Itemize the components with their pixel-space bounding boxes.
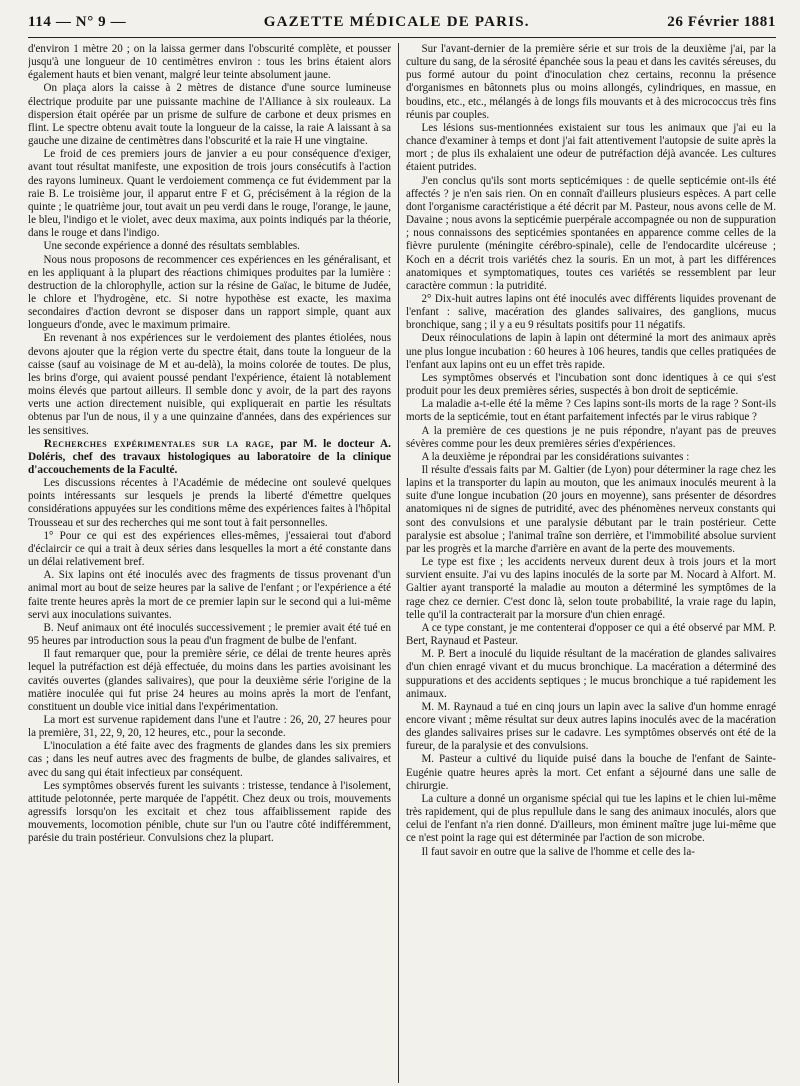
paragraph: Les symptômes observés et l'incubation sont donc identiques à ce qui s'est produit pour les deux premières séries, suspectés à bon droit de septicémie. bbox=[406, 371, 776, 398]
paragraph: Une seconde expérience a donné des résultats semblables. bbox=[43, 240, 300, 253]
paragraph: Les lésions sus-mentionnées existaient sur tous les animaux que j'ai eu la chance d'examiner à temps et dont j'ai fait attentivement l'autopsie de suite après la mort ; de plus ils exhalaient une odeur de putréfaction déjà avancée. Les cultures étaient putrides. bbox=[406, 121, 776, 174]
paragraph: J'en conclus qu'ils sont morts septicémiques : de quelle septicémie ont-ils été affectés ? je n'en sais rien. On en connaît d'ailleurs plusieurs espèces. A part celle dont l'organisme caractéristique a été décrit par M. Pasteur, nous avons celle de M. Davaine ; nous avons la septicémie puerpérale accompagnée ou non de suppuration ; nous connaissons des septicémies spontanées en apparence comme celles de la fièvre purulente (méningite cérébro-spinale), celle de l'endocardite ulcéreuse ; Koch en a décrit trois variétés chez la souris. En un mot, à part les différences anatomiques et symptomatiques, toutes ces variétés se ressemblent par leur caractère commun : la putridité. bbox=[406, 174, 776, 292]
right-column bbox=[398, 43, 776, 1083]
section-heading-author: par M. le docteur A. Doléris, bbox=[28, 437, 391, 463]
paragraph: La maladie a-t-elle été la même ? Ces lapins sont-ils morts de la rage ? Sont-ils morts de la septicémie, tout en étant parfaitement infectés par le virus rabique ? bbox=[406, 398, 776, 424]
paragraph: Il faut savoir en outre que la salive de l'homme et celle des la- bbox=[421, 845, 695, 858]
journal-title: GAZETTE MÉDICALE DE PARIS. bbox=[263, 14, 530, 30]
paragraph: Deux réinoculations de lapin à lapin ont déterminé la mort des animaux après une plus longue incubation : 60 heures à 106 heures, tandis que celles pratiquées de l'enfant aux lapins ont eu un effet très rapide. bbox=[406, 332, 776, 371]
paragraph: Les discussions récentes à l'Académie de médecine ont soulevé quelques points intéressants sur lesquels je prends la liberté d'émettre quelques considérations appuyées sur les conditions même des expériences faites à l'hôpital Trousseau et sur des recherches qui me sont tout à fait personnelles. bbox=[28, 477, 391, 529]
paragraph: 1° Pour ce qui est des expériences elles-mêmes, j'essaierai tout d'abord d'éclaircir ce qui a trait à deux séries dans lesquelles la mort a été constante dans un délai relativement bref. bbox=[28, 529, 391, 569]
paragraph: Nous nous proposons de recommencer ces expériences en les généralisant, et en les appliquant à la plupart des réactions chimiques produites par la lumière : destruction de la chlorophylle, action sur la résine de Gaïac, le bitume de Judée, le chlore et l'hydrogène, etc. Si notre hypothèse est exacte, les maxima secondaires d'action devront se disposer dans un rapport simple, quant aux longueurs d'onde, avec le maximum primaire. bbox=[28, 253, 391, 332]
paragraph: Les symptômes observés furent les suivants : tristesse, tendance à l'isolement, attitude pelotonnée, perte marquée de l'appétit. Chez deux ou trois, mouvements agressifs lorsqu'on les excitait et chez tous affaiblissement rapide des mouvements, locomotion pénible, chute sur l'un ou l'autre côté indifféremment, parésie du train postérieur. Convulsions chez la plupart. bbox=[28, 779, 391, 845]
paragraph: On plaça alors la caisse à 2 mètres de distance d'une source lumineuse électrique produite par une puissante machine de l'Alliance à six rouleaux. La dispersion était opérée par un prisme de sulfure de carbone et deux prismes en flint. Le spectre obtenu avait toute la longueur de la caisse, la raie A laissant à sa gauche une dizaine de centimètres dans l'obscurité et la raie H une vingtaine. bbox=[28, 82, 391, 148]
paragraph: Sur l'avant-dernier de la première série et sur trois de la deuxième j'ai, par la culture du sang, de la sérosité épanchée sous la peau et dans les cavités séreuses, du pus formé autour du point d'inoculation chez certains, reconnu la présence d'organismes en bâtonnets plus ou moins allongés, cylindriques, en massue, en boudins, etc., etc., mélangés à de longs fils mouvants et à des micrococcus très fins réunis par couples. bbox=[406, 43, 776, 121]
paragraph: M. P. Bert a inoculé du liquide résultant de la macération de glandes salivaires d'un chien enragé vivant et du mucus bronchique. La macération a déterminé des suppurations et des accidents septiques ; le mucus bronchique a tué rapidement les animaux. bbox=[406, 648, 776, 700]
paragraph: La culture a donné un organisme spécial qui tue les lapins et le chien lui-même très rapidement, qui de plus repullule dans le sang des animaux inoculés, alors que celui de l'enfant n'a rien donné. D'ailleurs, mon éminent maître juge lui-même que ce n'est point la rage qui est déterminée par l'action de son microbe. bbox=[406, 792, 776, 845]
section-heading bbox=[28, 438, 391, 477]
section-heading-title: Recherches expérimentales sur la rage, bbox=[43, 437, 274, 450]
page-header bbox=[28, 14, 776, 38]
paragraph: B. Neuf animaux ont été inoculés successivement ; le premier avait été tué en 95 heures par introduction sous la peau d'un fragment de bulbe de l'enfant. bbox=[28, 621, 391, 648]
paragraph: A ce type constant, je me contenterai d'opposer ce qui a été observé par MM. P. Bert, Raynaud et Pasteur. bbox=[406, 621, 776, 648]
columns bbox=[28, 43, 776, 1083]
paragraph: La mort est survenue rapidement dans l'une et l'autre : 26, 20, 27 heures pour la première, 31, 22, 9, 20, 12 heures, etc., pour la seconde. bbox=[28, 713, 391, 740]
section-heading-affiliation: chef des travaux histologiques au laboratoire de la clinique d'accouchements de la Faculté. bbox=[28, 450, 391, 476]
paragraph: d'environ 1 mètre 20 ; on la laissa germer dans l'obscurité complète, et pousser jusqu'à une longueur de 10 centimètres environ : tous les brins étaient alors également hauts et bien venant, malgré leur teinte absolument jaune. bbox=[28, 43, 391, 82]
issue-date: 26 Février 1881 bbox=[667, 14, 776, 30]
paragraph: L'inoculation a été faite avec des fragments de glandes dans les six premiers cas ; dans les neuf autres avec des fragments de bulbe, de glandes salivaires, et avec du sang qui était infectieux par conséquent. bbox=[28, 740, 391, 779]
left-column bbox=[28, 43, 398, 1083]
paragraph: 2° Dix-huit autres lapins ont été inoculés avec différents liquides provenant de l'enfant : salive, macération des glandes salivaires, des ganglions, mucus bronchique, sang ; il y a eu 9 résultats positifs pour 11 négatifs. bbox=[406, 292, 776, 332]
paragraph: M. M. Raynaud a tué en cinq jours un lapin avec la salive d'un homme enragé encore vivant ; même résultat sur deux autres lapins inoculés avec de la macération des glandes salivaires prises sur le cadavre. Les symptômes observés ont été de la fureur, de la paralysie et des convulsions. bbox=[406, 700, 776, 753]
issue-number: — N° 9 — bbox=[55, 14, 127, 30]
paragraph: A. Six lapins ont été inoculés avec des fragments de tissus provenant d'un animal mort au bout de seize heures par la salive de l'enfant ; or l'expérience a été faite trente heures après la mort de ce premier lapin sur le second qui a lui-même servi aux inoculations suivantes. bbox=[28, 569, 391, 621]
paragraph: A la première de ces questions je ne puis répondre, n'ayant pas de preuves sévères comme pour les deux premières séries d'expériences. bbox=[406, 424, 776, 450]
page-number-issue bbox=[28, 14, 126, 31]
paragraph: Il faut remarquer que, pour la première série, ce délai de trente heures après lequel la putréfaction est déjà effectuée, du moins dans les parties avoisinant les cavités ouvertes (glandes salivaires), que pour la deuxième série l'origine de la matière inoculée qui fut prise 24 heures au moins après la mort de l'enfant, constituent un double vice initial dans l'expérimentation. bbox=[28, 648, 391, 713]
paragraph: Le froid de ces premiers jours de janvier a eu pour conséquence d'exiger, avant tout résultat manifeste, une exposition de trois jours consécutifs à l'action des rayons lumineux. Quant le verdoiement commença ce fut évidemment par la raie B. Le troisième jour, il apparut entre F et G, précisément à la région de la quinte ; le quatrième jour, tout avait un peu verdi dans le rouge, l'orange, le jaune, le bleu, l'indigo et le violet, avec deux maxima, aux points indiqués par la théorie, dans le rouge et dans l'indigo. bbox=[28, 148, 391, 240]
paragraph: En revenant à nos expériences sur le verdoiement des plantes étiolées, nous devons ajouter que la région verte du spectre était, dans toute la longueur de la caisse (sauf au voisinage de M et au-delà), la moins colorée de toutes. De plus, les brins d'orge, qui avaient poussé pendant l'expérience, étaient là notablement moins élevés que partout ailleurs. Il semble donc y avoir, de la part des rayons verts une action directement nuisible, qui expliquerait en partie les résultats obtenus par l'un de nous, il y a une quinzaine d'années, dans des expériences sur les sensitives. bbox=[28, 332, 391, 437]
page-number: 114 bbox=[28, 14, 52, 30]
paragraph: A la deuxième je répondrai par les considérations suivantes : bbox=[421, 450, 690, 463]
paragraph: Il résulte d'essais faits par M. Galtier (de Lyon) pour déterminer la rage chez les lapins et la transporter du lapin au mouton, que les animaux inoculés meurent à la suite d'une longue incubation (20 jours en moyenne), sans présenter de désordres anatomiques ni de signes de putridité, avec des phénomènes nerveux constants qui sont des convulsions et une paralysie débutant par le train postérieur. Cette paralysie est absolue ; l'animal traîne son derrière, et l'immobilité absolue survient par les progrès et la marche d'arrière en avant de la perte des mouvements. bbox=[406, 464, 776, 555]
paragraph: M. Pasteur a cultivé du liquide puisé dans la bouche de l'enfant de Sainte-Eugénie quatre heures après la mort. Cet enfant a séjourné dans une salle de chirurgie. bbox=[406, 753, 776, 792]
paragraph: Le type est fixe ; les accidents nerveux durent deux à trois jours et la mort survient ensuite. J'ai vu des lapins inoculés de la sorte par M. Nocard à Alfort. M. Galtier ayant transporté la maladie au mouton a déterminé les symptômes de la rage chez ce dernier. C'est donc là, selon toute probabilité, la vraie rage du lapin, telle qu'il la contracterait par la morsure d'un chien enragé. bbox=[406, 556, 776, 621]
